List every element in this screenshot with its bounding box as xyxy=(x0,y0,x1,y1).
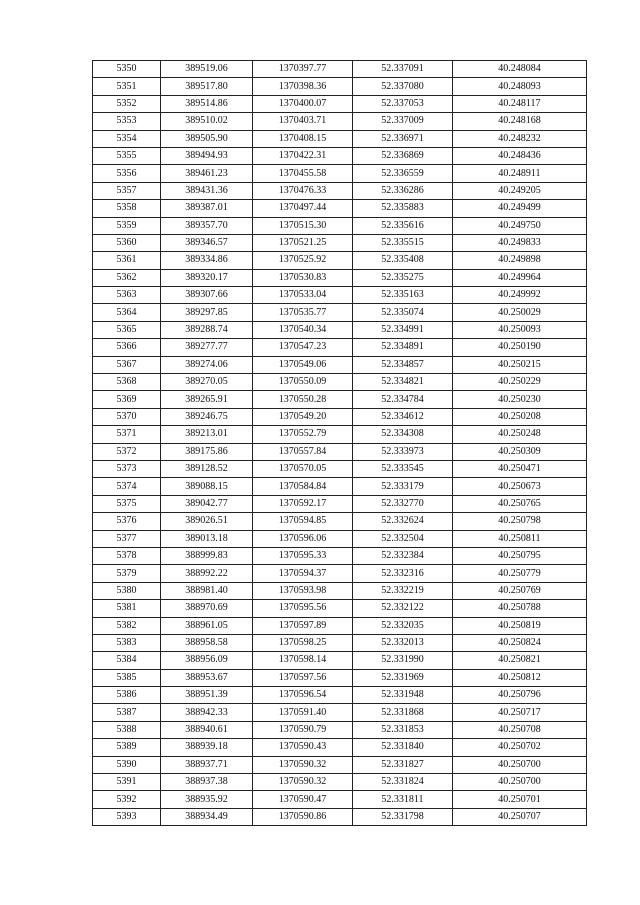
y-coordinate-cell: 1370590.86 xyxy=(253,808,353,825)
latitude-cell: 52.333179 xyxy=(353,478,453,495)
y-coordinate-cell: 1370408.15 xyxy=(253,130,353,147)
longitude-cell: 40.248436 xyxy=(453,147,587,164)
longitude-cell: 40.250229 xyxy=(453,374,587,391)
latitude-cell: 52.331824 xyxy=(353,774,453,791)
y-coordinate-cell: 1370590.43 xyxy=(253,739,353,756)
point-number-cell: 5376 xyxy=(93,513,161,530)
table-row xyxy=(93,113,587,130)
x-coordinate-cell: 389288.74 xyxy=(161,321,253,338)
latitude-cell: 52.336559 xyxy=(353,165,453,182)
x-coordinate-cell: 389088.15 xyxy=(161,478,253,495)
x-coordinate-cell: 388940.61 xyxy=(161,721,253,738)
point-number-cell: 5366 xyxy=(93,339,161,356)
x-coordinate-cell: 388942.33 xyxy=(161,704,253,721)
point-number-cell: 5390 xyxy=(93,756,161,773)
y-coordinate-cell: 1370549.06 xyxy=(253,356,353,373)
point-number-cell: 5353 xyxy=(93,113,161,130)
point-number-cell: 5356 xyxy=(93,165,161,182)
table-row xyxy=(93,443,587,460)
latitude-cell: 52.332384 xyxy=(353,547,453,564)
longitude-cell: 40.248117 xyxy=(453,95,587,112)
y-coordinate-cell: 1370540.34 xyxy=(253,321,353,338)
point-number-cell: 5373 xyxy=(93,460,161,477)
y-coordinate-cell: 1370547.23 xyxy=(253,339,353,356)
longitude-cell: 40.250717 xyxy=(453,704,587,721)
latitude-cell: 52.331811 xyxy=(353,791,453,808)
y-coordinate-cell: 1370497.44 xyxy=(253,200,353,217)
latitude-cell: 52.335275 xyxy=(353,269,453,286)
point-number-cell: 5365 xyxy=(93,321,161,338)
latitude-cell: 52.336971 xyxy=(353,130,453,147)
x-coordinate-cell: 389517.80 xyxy=(161,78,253,95)
table-row xyxy=(93,808,587,825)
table-row xyxy=(93,304,587,321)
point-number-cell: 5369 xyxy=(93,391,161,408)
y-coordinate-cell: 1370570.05 xyxy=(253,460,353,477)
longitude-cell: 40.250701 xyxy=(453,791,587,808)
longitude-cell: 40.250029 xyxy=(453,304,587,321)
x-coordinate-cell: 388937.38 xyxy=(161,774,253,791)
table-row xyxy=(93,547,587,564)
longitude-cell: 40.250819 xyxy=(453,617,587,634)
longitude-cell: 40.250798 xyxy=(453,513,587,530)
longitude-cell: 40.250765 xyxy=(453,495,587,512)
latitude-cell: 52.334891 xyxy=(353,339,453,356)
y-coordinate-cell: 1370403.71 xyxy=(253,113,353,130)
x-coordinate-cell: 388961.05 xyxy=(161,617,253,634)
x-coordinate-cell: 388935.92 xyxy=(161,791,253,808)
point-number-cell: 5360 xyxy=(93,234,161,251)
longitude-cell: 40.250673 xyxy=(453,478,587,495)
y-coordinate-cell: 1370597.89 xyxy=(253,617,353,634)
latitude-cell: 52.334821 xyxy=(353,374,453,391)
y-coordinate-cell: 1370535.77 xyxy=(253,304,353,321)
latitude-cell: 52.332122 xyxy=(353,600,453,617)
y-coordinate-cell: 1370584.84 xyxy=(253,478,353,495)
table-row xyxy=(93,287,587,304)
point-number-cell: 5364 xyxy=(93,304,161,321)
point-number-cell: 5367 xyxy=(93,356,161,373)
longitude-cell: 40.250230 xyxy=(453,391,587,408)
point-number-cell: 5351 xyxy=(93,78,161,95)
longitude-cell: 40.250795 xyxy=(453,547,587,564)
y-coordinate-cell: 1370552.79 xyxy=(253,426,353,443)
x-coordinate-cell: 389013.18 xyxy=(161,530,253,547)
table-row xyxy=(93,374,587,391)
x-coordinate-cell: 389461.23 xyxy=(161,165,253,182)
y-coordinate-cell: 1370400.07 xyxy=(253,95,353,112)
point-number-cell: 5354 xyxy=(93,130,161,147)
point-number-cell: 5374 xyxy=(93,478,161,495)
y-coordinate-cell: 1370598.14 xyxy=(253,652,353,669)
longitude-cell: 40.249833 xyxy=(453,234,587,251)
longitude-cell: 40.250702 xyxy=(453,739,587,756)
longitude-cell: 40.250248 xyxy=(453,426,587,443)
y-coordinate-cell: 1370530.83 xyxy=(253,269,353,286)
longitude-cell: 40.248168 xyxy=(453,113,587,130)
longitude-cell: 40.250769 xyxy=(453,582,587,599)
point-number-cell: 5391 xyxy=(93,774,161,791)
y-coordinate-cell: 1370591.40 xyxy=(253,704,353,721)
point-number-cell: 5355 xyxy=(93,147,161,164)
longitude-cell: 40.250812 xyxy=(453,669,587,686)
y-coordinate-cell: 1370550.09 xyxy=(253,374,353,391)
point-number-cell: 5352 xyxy=(93,95,161,112)
point-number-cell: 5387 xyxy=(93,704,161,721)
y-coordinate-cell: 1370593.98 xyxy=(253,582,353,599)
point-number-cell: 5363 xyxy=(93,287,161,304)
longitude-cell: 40.249205 xyxy=(453,182,587,199)
point-number-cell: 5375 xyxy=(93,495,161,512)
table-row xyxy=(93,530,587,547)
latitude-cell: 52.331990 xyxy=(353,652,453,669)
latitude-cell: 52.334784 xyxy=(353,391,453,408)
latitude-cell: 52.331853 xyxy=(353,721,453,738)
table-row xyxy=(93,426,587,443)
point-number-cell: 5386 xyxy=(93,687,161,704)
point-number-cell: 5362 xyxy=(93,269,161,286)
latitude-cell: 52.332504 xyxy=(353,530,453,547)
table-row xyxy=(93,739,587,756)
longitude-cell: 40.250700 xyxy=(453,774,587,791)
y-coordinate-cell: 1370422.31 xyxy=(253,147,353,164)
coordinates-table-body xyxy=(93,61,587,826)
x-coordinate-cell: 389270.05 xyxy=(161,374,253,391)
table-row xyxy=(93,721,587,738)
point-number-cell: 5358 xyxy=(93,200,161,217)
x-coordinate-cell: 389042.77 xyxy=(161,495,253,512)
table-row xyxy=(93,165,587,182)
latitude-cell: 52.331868 xyxy=(353,704,453,721)
point-number-cell: 5371 xyxy=(93,426,161,443)
latitude-cell: 52.331798 xyxy=(353,808,453,825)
coordinates-table xyxy=(92,60,587,826)
longitude-cell: 40.250707 xyxy=(453,808,587,825)
table-row xyxy=(93,652,587,669)
y-coordinate-cell: 1370592.17 xyxy=(253,495,353,512)
table-row xyxy=(93,78,587,95)
latitude-cell: 52.337053 xyxy=(353,95,453,112)
y-coordinate-cell: 1370476.33 xyxy=(253,182,353,199)
x-coordinate-cell: 389274.06 xyxy=(161,356,253,373)
x-coordinate-cell: 388953.67 xyxy=(161,669,253,686)
table-row xyxy=(93,756,587,773)
longitude-cell: 40.250821 xyxy=(453,652,587,669)
table-row xyxy=(93,600,587,617)
x-coordinate-cell: 388951.39 xyxy=(161,687,253,704)
table-row xyxy=(93,252,587,269)
x-coordinate-cell: 389246.75 xyxy=(161,408,253,425)
table-row xyxy=(93,234,587,251)
table-row xyxy=(93,617,587,634)
y-coordinate-cell: 1370595.33 xyxy=(253,547,353,564)
longitude-cell: 40.250208 xyxy=(453,408,587,425)
latitude-cell: 52.333545 xyxy=(353,460,453,477)
point-number-cell: 5350 xyxy=(93,61,161,78)
longitude-cell: 40.250700 xyxy=(453,756,587,773)
longitude-cell: 40.249964 xyxy=(453,269,587,286)
table-row xyxy=(93,791,587,808)
table-row xyxy=(93,200,587,217)
table-row xyxy=(93,147,587,164)
table-row xyxy=(93,669,587,686)
latitude-cell: 52.331969 xyxy=(353,669,453,686)
longitude-cell: 40.250796 xyxy=(453,687,587,704)
latitude-cell: 52.334991 xyxy=(353,321,453,338)
x-coordinate-cell: 389505.90 xyxy=(161,130,253,147)
y-coordinate-cell: 1370525.92 xyxy=(253,252,353,269)
latitude-cell: 52.331827 xyxy=(353,756,453,773)
x-coordinate-cell: 389213.01 xyxy=(161,426,253,443)
x-coordinate-cell: 388958.58 xyxy=(161,634,253,651)
y-coordinate-cell: 1370590.79 xyxy=(253,721,353,738)
x-coordinate-cell: 389494.93 xyxy=(161,147,253,164)
latitude-cell: 52.335616 xyxy=(353,217,453,234)
longitude-cell: 40.249499 xyxy=(453,200,587,217)
latitude-cell: 52.337009 xyxy=(353,113,453,130)
x-coordinate-cell: 389265.91 xyxy=(161,391,253,408)
point-number-cell: 5370 xyxy=(93,408,161,425)
y-coordinate-cell: 1370549.20 xyxy=(253,408,353,425)
latitude-cell: 52.331948 xyxy=(353,687,453,704)
table-row xyxy=(93,634,587,651)
latitude-cell: 52.333973 xyxy=(353,443,453,460)
y-coordinate-cell: 1370550.28 xyxy=(253,391,353,408)
table-row xyxy=(93,61,587,78)
point-number-cell: 5389 xyxy=(93,739,161,756)
x-coordinate-cell: 389128.52 xyxy=(161,460,253,477)
x-coordinate-cell: 388970.69 xyxy=(161,600,253,617)
latitude-cell: 52.335074 xyxy=(353,304,453,321)
y-coordinate-cell: 1370590.47 xyxy=(253,791,353,808)
table-row xyxy=(93,130,587,147)
longitude-cell: 40.250708 xyxy=(453,721,587,738)
longitude-cell: 40.250779 xyxy=(453,565,587,582)
latitude-cell: 52.334308 xyxy=(353,426,453,443)
table-row xyxy=(93,460,587,477)
y-coordinate-cell: 1370597.56 xyxy=(253,669,353,686)
table-row xyxy=(93,182,587,199)
latitude-cell: 52.332035 xyxy=(353,617,453,634)
longitude-cell: 40.250788 xyxy=(453,600,587,617)
y-coordinate-cell: 1370598.25 xyxy=(253,634,353,651)
x-coordinate-cell: 388992.22 xyxy=(161,565,253,582)
longitude-cell: 40.250190 xyxy=(453,339,587,356)
x-coordinate-cell: 389519.06 xyxy=(161,61,253,78)
y-coordinate-cell: 1370455.58 xyxy=(253,165,353,182)
table-row xyxy=(93,565,587,582)
point-number-cell: 5379 xyxy=(93,565,161,582)
longitude-cell: 40.248084 xyxy=(453,61,587,78)
y-coordinate-cell: 1370533.04 xyxy=(253,287,353,304)
point-number-cell: 5392 xyxy=(93,791,161,808)
x-coordinate-cell: 389277.77 xyxy=(161,339,253,356)
x-coordinate-cell: 389297.85 xyxy=(161,304,253,321)
latitude-cell: 52.332219 xyxy=(353,582,453,599)
point-number-cell: 5372 xyxy=(93,443,161,460)
table-row xyxy=(93,513,587,530)
x-coordinate-cell: 389334.86 xyxy=(161,252,253,269)
y-coordinate-cell: 1370397.77 xyxy=(253,61,353,78)
table-row xyxy=(93,269,587,286)
table-row xyxy=(93,687,587,704)
table-row xyxy=(93,408,587,425)
table-row xyxy=(93,774,587,791)
point-number-cell: 5381 xyxy=(93,600,161,617)
x-coordinate-cell: 388999.83 xyxy=(161,547,253,564)
point-number-cell: 5383 xyxy=(93,634,161,651)
x-coordinate-cell: 388939.18 xyxy=(161,739,253,756)
y-coordinate-cell: 1370590.32 xyxy=(253,774,353,791)
x-coordinate-cell: 389431.36 xyxy=(161,182,253,199)
latitude-cell: 52.332624 xyxy=(353,513,453,530)
point-number-cell: 5359 xyxy=(93,217,161,234)
latitude-cell: 52.332316 xyxy=(353,565,453,582)
latitude-cell: 52.334857 xyxy=(353,356,453,373)
latitude-cell: 52.337080 xyxy=(353,78,453,95)
longitude-cell: 40.250824 xyxy=(453,634,587,651)
latitude-cell: 52.335408 xyxy=(353,252,453,269)
x-coordinate-cell: 388956.09 xyxy=(161,652,253,669)
latitude-cell: 52.336869 xyxy=(353,147,453,164)
x-coordinate-cell: 389357.70 xyxy=(161,217,253,234)
y-coordinate-cell: 1370596.06 xyxy=(253,530,353,547)
latitude-cell: 52.334612 xyxy=(353,408,453,425)
x-coordinate-cell: 388937.71 xyxy=(161,756,253,773)
x-coordinate-cell: 388934.49 xyxy=(161,808,253,825)
point-number-cell: 5385 xyxy=(93,669,161,686)
point-number-cell: 5357 xyxy=(93,182,161,199)
table-row xyxy=(93,217,587,234)
longitude-cell: 40.250093 xyxy=(453,321,587,338)
latitude-cell: 52.332770 xyxy=(353,495,453,512)
latitude-cell: 52.336286 xyxy=(353,182,453,199)
x-coordinate-cell: 389320.17 xyxy=(161,269,253,286)
table-row xyxy=(93,356,587,373)
x-coordinate-cell: 388981.40 xyxy=(161,582,253,599)
y-coordinate-cell: 1370398.36 xyxy=(253,78,353,95)
y-coordinate-cell: 1370596.54 xyxy=(253,687,353,704)
x-coordinate-cell: 389307.66 xyxy=(161,287,253,304)
table-row xyxy=(93,704,587,721)
table-row xyxy=(93,478,587,495)
y-coordinate-cell: 1370557.84 xyxy=(253,443,353,460)
latitude-cell: 52.337091 xyxy=(353,61,453,78)
longitude-cell: 40.249898 xyxy=(453,252,587,269)
x-coordinate-cell: 389175.86 xyxy=(161,443,253,460)
y-coordinate-cell: 1370594.37 xyxy=(253,565,353,582)
point-number-cell: 5368 xyxy=(93,374,161,391)
x-coordinate-cell: 389514.86 xyxy=(161,95,253,112)
x-coordinate-cell: 389026.51 xyxy=(161,513,253,530)
longitude-cell: 40.248093 xyxy=(453,78,587,95)
table-row xyxy=(93,495,587,512)
latitude-cell: 52.332013 xyxy=(353,634,453,651)
y-coordinate-cell: 1370595.56 xyxy=(253,600,353,617)
longitude-cell: 40.249750 xyxy=(453,217,587,234)
latitude-cell: 52.335163 xyxy=(353,287,453,304)
x-coordinate-cell: 389387.01 xyxy=(161,200,253,217)
table-row xyxy=(93,321,587,338)
point-number-cell: 5382 xyxy=(93,617,161,634)
longitude-cell: 40.250309 xyxy=(453,443,587,460)
longitude-cell: 40.249992 xyxy=(453,287,587,304)
x-coordinate-cell: 389510.02 xyxy=(161,113,253,130)
point-number-cell: 5388 xyxy=(93,721,161,738)
latitude-cell: 52.335515 xyxy=(353,234,453,251)
point-number-cell: 5377 xyxy=(93,530,161,547)
point-number-cell: 5393 xyxy=(93,808,161,825)
x-coordinate-cell: 389346.57 xyxy=(161,234,253,251)
table-row xyxy=(93,582,587,599)
latitude-cell: 52.331840 xyxy=(353,739,453,756)
y-coordinate-cell: 1370590.32 xyxy=(253,756,353,773)
point-number-cell: 5384 xyxy=(93,652,161,669)
y-coordinate-cell: 1370521.25 xyxy=(253,234,353,251)
latitude-cell: 52.335883 xyxy=(353,200,453,217)
table-row xyxy=(93,95,587,112)
y-coordinate-cell: 1370515.30 xyxy=(253,217,353,234)
longitude-cell: 40.248232 xyxy=(453,130,587,147)
longitude-cell: 40.250471 xyxy=(453,460,587,477)
longitude-cell: 40.250215 xyxy=(453,356,587,373)
point-number-cell: 5361 xyxy=(93,252,161,269)
longitude-cell: 40.250811 xyxy=(453,530,587,547)
y-coordinate-cell: 1370594.85 xyxy=(253,513,353,530)
longitude-cell: 40.248911 xyxy=(453,165,587,182)
point-number-cell: 5380 xyxy=(93,582,161,599)
table-row xyxy=(93,391,587,408)
table-row xyxy=(93,339,587,356)
point-number-cell: 5378 xyxy=(93,547,161,564)
